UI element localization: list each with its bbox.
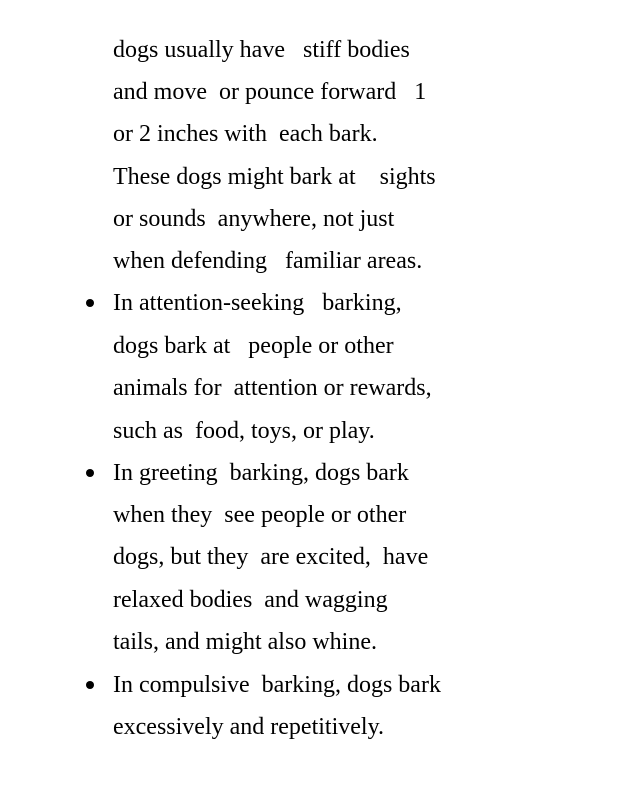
bullet-icon <box>86 299 94 307</box>
text-line: dogs, but they are excited, have <box>113 544 429 570</box>
text-line: In compulsive barking, dogs bark <box>113 672 441 698</box>
text-line: dogs usually have stiff bodies <box>113 37 410 63</box>
text-line: These dogs might bark at sights <box>113 164 436 190</box>
text-line: excessively and repetitively. <box>113 714 385 740</box>
text-line: dogs bark at people or other <box>113 333 394 359</box>
text-line: or 2 inches with each bark. <box>113 121 378 147</box>
bullet-icon <box>86 681 94 689</box>
text-line: In greeting barking, dogs bark <box>113 460 409 486</box>
bullet-icon <box>86 469 94 477</box>
text-line: and move or pounce forward 1 <box>113 79 427 105</box>
text-line: such as food, toys, or play. <box>113 418 375 444</box>
text-line: tails, and might also whine. <box>113 629 377 655</box>
text-line: relaxed bodies and wagging <box>113 587 388 613</box>
text-line: animals for attention or rewards, <box>113 375 432 401</box>
text-line: when they see people or other <box>113 502 407 528</box>
text-line: when defending familiar areas. <box>113 248 423 274</box>
text-line: or sounds anywhere, not just <box>113 206 395 232</box>
text-line: In attention-seeking barking, <box>113 290 402 316</box>
